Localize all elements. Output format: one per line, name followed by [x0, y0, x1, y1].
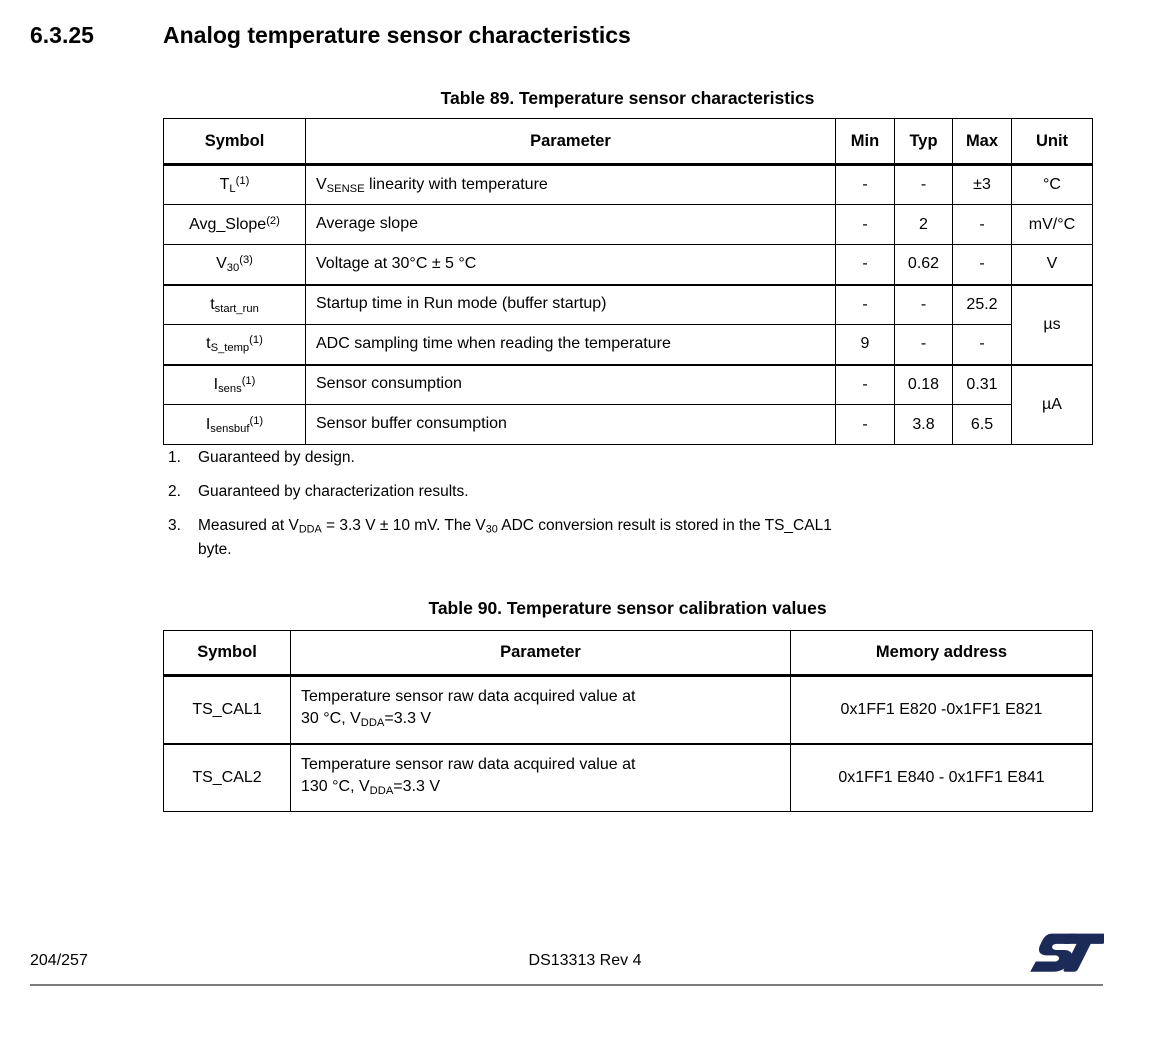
footnote-number: 1. [168, 449, 181, 466]
column-header-parameter: Parameter [306, 119, 836, 165]
symbol-cell: TS_CAL2 [164, 744, 291, 812]
table89-title: Table 89. Temperature sensor characteristics [440, 88, 815, 108]
st-logo-icon [1030, 922, 1104, 984]
min-cell: - [836, 365, 895, 405]
document-reference: DS13313 Rev 4 [528, 952, 642, 969]
unit-cell: mV/°C [1012, 205, 1093, 245]
table-row [164, 325, 1093, 365]
table-row [164, 676, 1093, 744]
max-cell: - [953, 245, 1012, 285]
min-cell: - [836, 165, 895, 205]
typ-cell: - [895, 165, 953, 205]
min-cell: - [836, 205, 895, 245]
column-header-unit: Unit [1012, 119, 1093, 165]
footnote-number: 2. [168, 483, 181, 500]
footnote-text: Guaranteed by design. [198, 449, 355, 466]
min-cell: 9 [836, 325, 895, 365]
parameter-cell: Average slope [306, 205, 836, 245]
min-cell: - [836, 285, 895, 325]
symbol-cell: TL$^{(1)}$ [164, 165, 306, 205]
min-cell: - [836, 405, 895, 445]
column-header-symbol: Symbol [164, 631, 291, 676]
max-cell: 25.2 [953, 285, 1012, 325]
parameter-cell: Temperature sensor raw data acquired value at 130 °C, VDDA=3.3 V [291, 744, 791, 812]
footnote-item [168, 482, 1078, 502]
symbol-cell: tstart_run [164, 285, 306, 325]
max-cell: - [953, 325, 1012, 365]
memory-address-cell: 0x1FF1 E840 - 0x1FF1 E841 [791, 744, 1093, 812]
section-number: 6.3.25 [30, 22, 94, 48]
parameter-cell: VSENSE linearity with temperature [306, 165, 836, 205]
table-row [164, 165, 1093, 205]
symbol-cell: Isens$^{(1)}$ [164, 365, 306, 405]
footnote-item [168, 516, 1078, 560]
footnotes-list [168, 448, 1078, 574]
column-header-min: Min [836, 119, 895, 165]
symbol-cell: Isensbuf$^{(1)}$ [164, 405, 306, 445]
memory-address-cell: 0x1FF1 E820 -0x1FF1 E821 [791, 676, 1093, 744]
footnote-text: Measured at VDDA = 3.3 V ± 10 mV. The V30 ADC conversion result is stored in the TS_CAL1 byte. [198, 517, 832, 558]
symbol-cell: tS_temp$^{(1)}$ [164, 325, 306, 365]
table90-title: Table 90. Temperature sensor calibration values [428, 598, 827, 618]
table-row [164, 365, 1093, 405]
unit-cell: °C [1012, 165, 1093, 205]
parameter-cell: Voltage at 30°C ± 5 °C [306, 245, 836, 285]
table-header-row [164, 119, 1093, 165]
symbol-cell: TS_CAL1 [164, 676, 291, 744]
table-header-row [164, 631, 1093, 676]
unit-cell: V [1012, 245, 1093, 285]
max-cell: ±3 [953, 165, 1012, 205]
parameter-cell: Temperature sensor raw data acquired value at 30 °C, VDDA=3.3 V [291, 676, 791, 744]
footnote-text: Guaranteed by characterization results. [198, 483, 469, 500]
parameter-cell: ADC sampling time when reading the temperature [306, 325, 836, 365]
max-cell: 0.31 [953, 365, 1012, 405]
typ-cell: 2 [895, 205, 953, 245]
calibration-values-table [163, 630, 1093, 812]
typ-cell: 0.62 [895, 245, 953, 285]
unit-cell-merged: µs [1012, 285, 1093, 365]
column-header-memory-address: Memory address [791, 631, 1093, 676]
column-header-parameter: Parameter [291, 631, 791, 676]
table-row [164, 285, 1093, 325]
max-cell: 6.5 [953, 405, 1012, 445]
column-header-symbol: Symbol [164, 119, 306, 165]
typ-cell: 3.8 [895, 405, 953, 445]
unit-cell-merged: µA [1012, 365, 1093, 445]
section-heading [30, 20, 1130, 50]
typ-cell: - [895, 285, 953, 325]
parameter-cell: Startup time in Run mode (buffer startup) [306, 285, 836, 325]
page-number: 204/257 [30, 952, 88, 969]
table-row [164, 744, 1093, 812]
temperature-sensor-characteristics-table [163, 118, 1093, 445]
footnote-item [168, 448, 1078, 468]
column-header-typ: Typ [895, 119, 953, 165]
column-header-max: Max [953, 119, 1012, 165]
table-row [164, 245, 1093, 285]
min-cell: - [836, 245, 895, 285]
typ-cell: - [895, 325, 953, 365]
symbol-cell: Avg_Slope$^{(2)}$ [164, 205, 306, 245]
footnote-number: 3. [168, 517, 181, 534]
typ-cell: 0.18 [895, 365, 953, 405]
max-cell: - [953, 205, 1012, 245]
table-row [164, 405, 1093, 445]
table-row [164, 205, 1093, 245]
parameter-cell: Sensor buffer consumption [306, 405, 836, 445]
symbol-cell: V30$^{(3)}$ [164, 245, 306, 285]
section-title: Analog temperature sensor characteristics [163, 22, 631, 48]
footer-divider [30, 984, 1103, 986]
parameter-cell: Sensor consumption [306, 365, 836, 405]
